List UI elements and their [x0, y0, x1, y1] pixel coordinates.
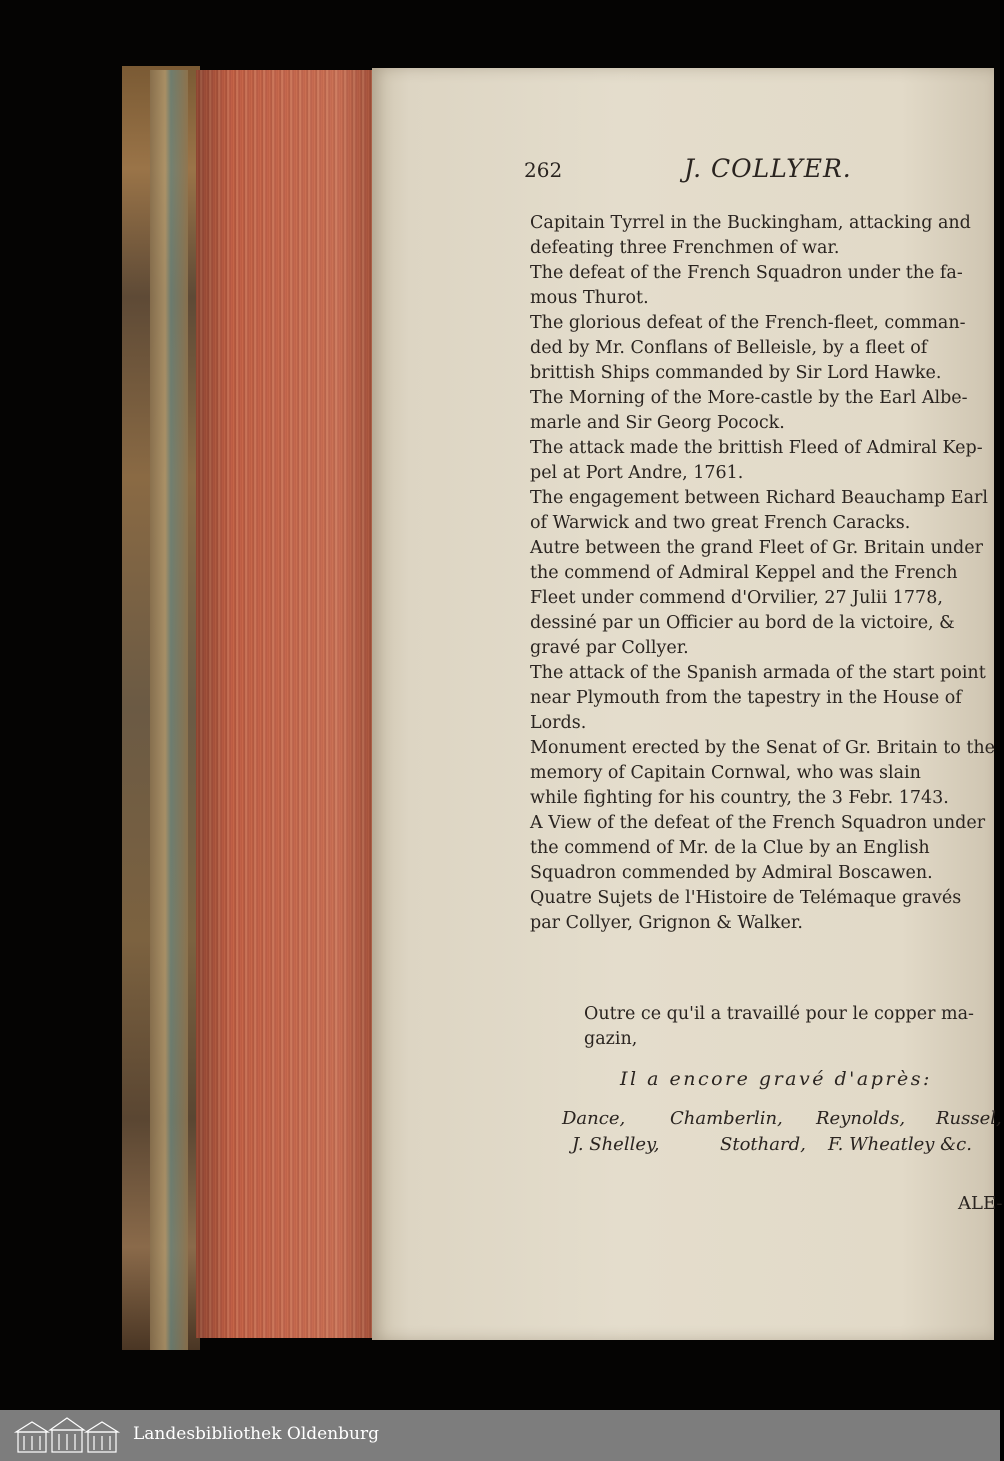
work-entry [530, 211, 1000, 261]
entry-line: Lords. [530, 713, 587, 733]
entry-line: The engagement between Richard Beauchamp Earl [530, 488, 988, 508]
entry-line: gravé par Collyer. [530, 638, 689, 658]
entry-line: Monument erected by the Senat of Gr. Britain to the [530, 738, 995, 758]
entry-line: The Morning of the More-castle by the Earl Albe- [530, 388, 968, 408]
outro-line: gazin, [584, 1029, 638, 1049]
work-entry [530, 736, 1000, 811]
work-entry [530, 436, 1000, 486]
work-entry [530, 486, 1000, 536]
entry-line: The attack made the brittish Fleed of Admiral Kep- [530, 438, 983, 458]
work-entry [530, 261, 1000, 311]
artist-row [562, 1132, 1002, 1158]
entry-line: Quatre Sujets de l'Histoire de Telémaque gravés [530, 888, 962, 908]
work-entry [530, 661, 1000, 736]
entry-line: The attack of the Spanish armada of the start point [530, 663, 986, 683]
page-edges [196, 70, 374, 1338]
entry-line: pel at Port Andre, 1761. [530, 463, 744, 483]
work-entry [530, 811, 1000, 886]
entry-line: brittish Ships commanded by Sir Lord Hawke. [530, 363, 942, 383]
outro-line: Outre ce qu'il a travaillé pour le copper ma- [584, 1004, 974, 1024]
page-number: 262 [524, 158, 563, 182]
catchword: ALE- [958, 1193, 1003, 1214]
works-list [530, 211, 1000, 936]
work-entry [530, 536, 1000, 661]
entry-line: dessiné par un Officier au bord de la victoire, & [530, 613, 955, 633]
artist-name: Dance, [562, 1108, 626, 1129]
entry-line: the commend of Mr. de la Clue by an English [530, 838, 930, 858]
printed-page [372, 68, 1003, 1340]
entry-line: defeating three Frenchmen of war. [530, 238, 840, 258]
section-subhead: Il a encore gravé d'après: [620, 1068, 932, 1090]
page-title: J. COLLYER. [684, 154, 852, 183]
library-name: Landesbibliothek Oldenburg [133, 1424, 380, 1444]
library-building-icon [12, 1416, 122, 1454]
outro-paragraph [584, 1002, 1004, 1052]
entry-line: Capitain Tyrrel in the Buckingham, attacking and [530, 213, 971, 233]
entry-line: of Warwick and two great French Caracks. [530, 513, 911, 533]
entry-line: par Collyer, Grignon & Walker. [530, 913, 803, 933]
work-entry [530, 311, 1000, 386]
work-entry [530, 386, 1000, 436]
footer-bar [0, 1410, 1000, 1461]
entry-line: Autre between the grand Fleet of Gr. Britain under [530, 538, 983, 558]
entry-line: ded by Mr. Conflans of Belleisle, by a fleet of [530, 338, 928, 358]
entry-line: Squadron commended by Admiral Boscawen. [530, 863, 933, 883]
entry-line: A View of the defeat of the French Squadron under [530, 813, 986, 833]
artist-name: Chamberlin, [670, 1108, 783, 1129]
entry-line: mous Thurot. [530, 288, 649, 308]
artist-row [562, 1106, 1002, 1132]
entry-line: near Plymouth from the tapestry in the House of [530, 688, 962, 708]
artist-list [562, 1106, 1002, 1158]
entry-line: Fleet under commend d'Orvilier, 27 Julii 1778, [530, 588, 943, 608]
entry-line: the commend of Admiral Keppel and the French [530, 563, 958, 583]
artist-name: F. Wheatley &c. [828, 1134, 972, 1155]
artist-name: J. Shelley, [572, 1134, 660, 1155]
entry-line: The glorious defeat of the French-fleet, comman- [530, 313, 966, 333]
artist-name: Reynolds, [816, 1108, 906, 1129]
entry-line: marle and Sir Georg Pocock. [530, 413, 785, 433]
entry-line: memory of Capitain Cornwal, who was slain [530, 763, 921, 783]
artist-name: Stothard, [720, 1134, 806, 1155]
spine-band [150, 70, 188, 1350]
entry-line: The defeat of the French Squadron under the fa- [530, 263, 963, 283]
entry-line: while fighting for his country, the 3 Febr. 1743. [530, 788, 949, 808]
artist-name: Russel, [936, 1108, 1002, 1129]
work-entry [530, 886, 1000, 936]
